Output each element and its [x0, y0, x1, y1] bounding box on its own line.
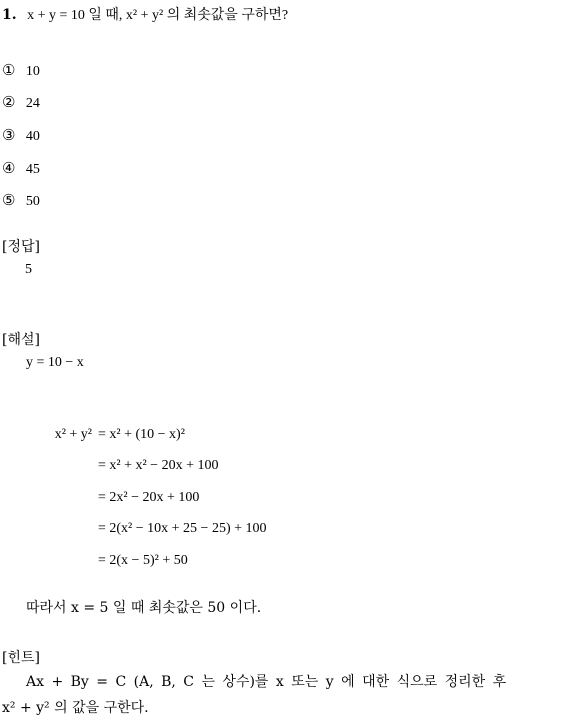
question-text: x + y = 10 일 때, x² + y² 의 최솟값을 구하면? [27, 8, 289, 23]
derivation-step-1: = x² + (10 − x)² [98, 427, 185, 442]
choice-5[interactable] [2, 191, 40, 210]
choice-5-value: 50 [25, 194, 40, 209]
answer-label: [정답] [2, 239, 40, 255]
choice-4-value: 45 [25, 162, 40, 177]
choice-2-value: 24 [25, 96, 40, 111]
choice-4-mark: ④ [2, 159, 16, 177]
answer-value: 5 [25, 262, 32, 277]
choice-4[interactable] [2, 159, 40, 178]
explanation-first-line: y = 10 − x [26, 355, 84, 370]
question-number: 1. [2, 7, 17, 23]
derivation-lhs: x² + y² [54, 427, 92, 442]
explanation-conclusion: 따라서 x = 5 일 때 최솟값은 50 이다. [26, 600, 262, 616]
derivation-step-3: = 2x² − 20x + 100 [98, 490, 200, 505]
hint-line-2: x² + y² 의 값을 구한다. [2, 700, 149, 716]
question-row [2, 4, 288, 24]
choice-3-value: 40 [25, 129, 40, 144]
choice-2[interactable] [2, 93, 40, 112]
choice-1-mark: ① [2, 61, 16, 79]
derivation-step-4: = 2(x² − 10x + 25 − 25) + 100 [98, 521, 267, 536]
choice-1[interactable] [2, 61, 40, 80]
choice-2-mark: ② [2, 93, 16, 111]
choice-3-mark: ③ [2, 126, 16, 144]
choice-1-value: 10 [25, 64, 40, 79]
derivation-step-5: = 2(x − 5)² + 50 [98, 553, 188, 568]
derivation-step-2: = x² + x² − 20x + 100 [98, 458, 219, 473]
hint-line-1: Ax + By = C (A, B, C 는 상수)를 x 또는 y 에 대한 식으로 정리한 후 [26, 674, 507, 690]
hint-label: [힌트] [2, 650, 40, 666]
choice-3[interactable] [2, 126, 40, 145]
choice-5-mark: ⑤ [2, 191, 16, 209]
explanation-label: [해설] [2, 332, 40, 348]
